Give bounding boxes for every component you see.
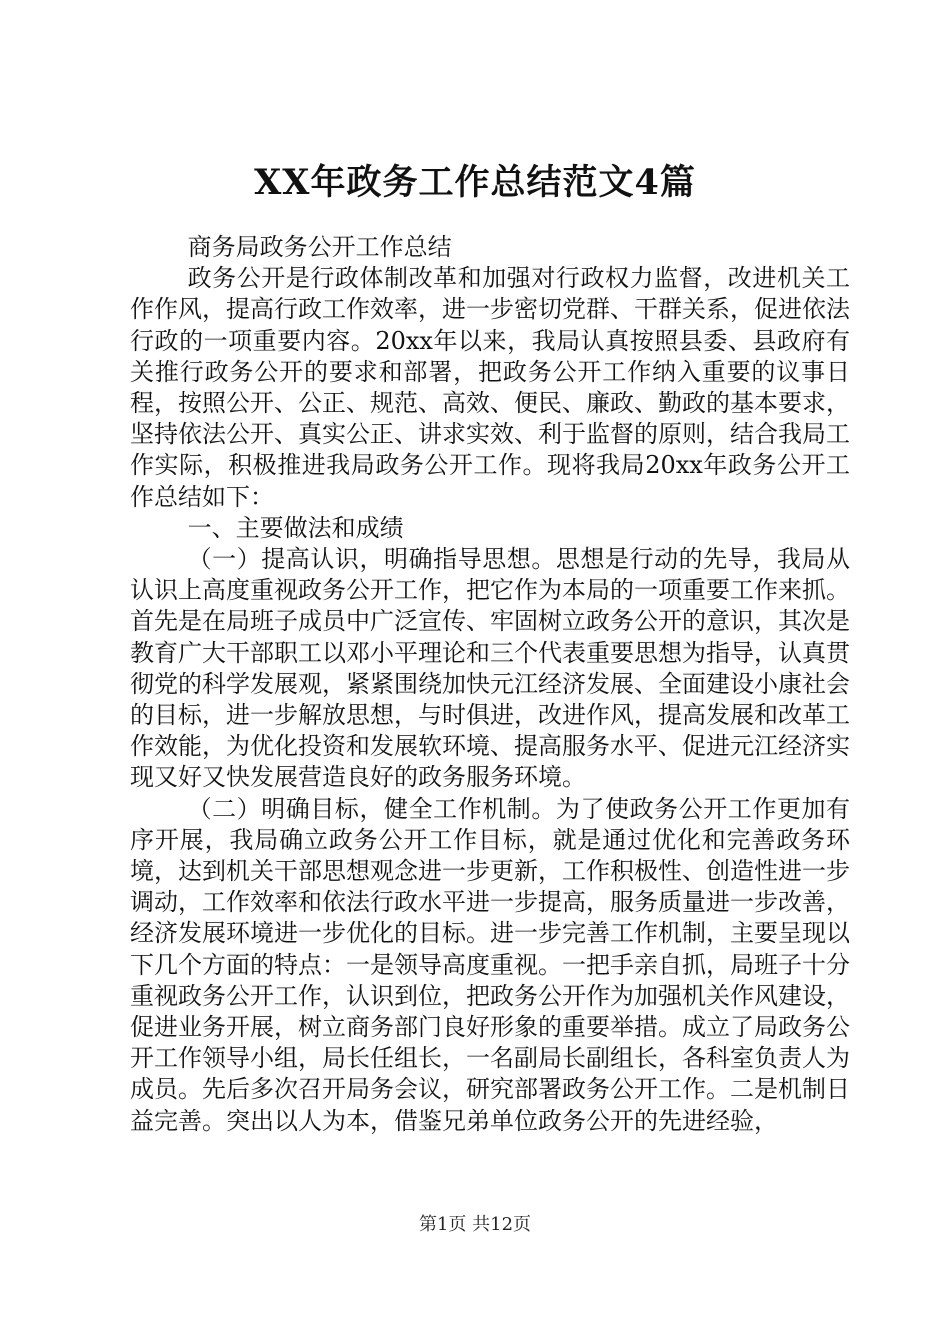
paragraph-point-two: （二）明确目标，健全工作机制。为了使政务公开工作更加有序开展，我局确立政务公开工作目标，就是通过优化和完善政务环境，达到机关干部思想观念进一步更新，工作积极性、创造性进一步调动，工作效率和依法行政水平进一步提高，服务质量进一步改善，经济发展环境进一步优化的目标。进一步完善工作机制，主要呈现以下几个方面的特点：一是领导高度重视。一把手亲自抓，局班子十分重视政务公开工作，认识到位，把政务公开作为加强机关作风建设，促进业务开展，树立商务部门良好形象的重要举措。成立了局政务公开工作领导小组，局长任组长，一名副局长副组长，各科室负责人为成员。先后多次召开局务会议，研究部署政务公开工作。二是机制日益完善。突出以人为本，借鉴兄弟单位政务公开的先进经验，	[130, 794, 850, 1135]
page-number-footer: 第1页 共12页	[418, 1214, 532, 1235]
document-title: XX年政务工作总结范文4篇	[254, 162, 696, 203]
paragraph-point-one: （一）提高认识，明确指导思想。思想是行动的先导，我局从认识上高度重视政务公开工作，把它作为本局的一项重要工作来抓。首先是在局班子成员中广泛宣传、牢固树立政务公开的意识，其次是教育广大干部职工以邓小平理论和三个代表重要思想为指导，认真贯彻党的科学发展观，紧紧围绕加快元江经济发展、全面建设小康社会的目标，进一步解放思想，与时俱进，改进作风，提高发展和改革工作效能，为优化投资和发展软环境、提高服务水平、促进元江经济实现又好又快发展营造良好的政务服务环境。	[130, 545, 850, 792]
section-title: 商务局政务公开工作总结	[187, 233, 452, 261]
document-body	[130, 232, 850, 1137]
heading-main-practices: 一、主要做法和成绩	[187, 513, 404, 542]
paragraph-intro: 政务公开是行政体制改革和加强对行政权力监督，改进机关工作作风，提高行政工作效率，进一步密切党群、干群关系，促进依法行政的一项重要内容。20xx年以来，我局认真按照县委、县政府有关推行政务公开的要求和部署，把政务公开工作纳入重要的议事日程，按照公开、公正、规范、高效、便民、廉政、勤政的基本要求，坚持依法公开、真实公正、讲求实效、利于监督的原则，结合我局工作实际，积极推进我局政务公开工作。现将我局20xx年政务公开工作总结如下：	[130, 264, 850, 511]
